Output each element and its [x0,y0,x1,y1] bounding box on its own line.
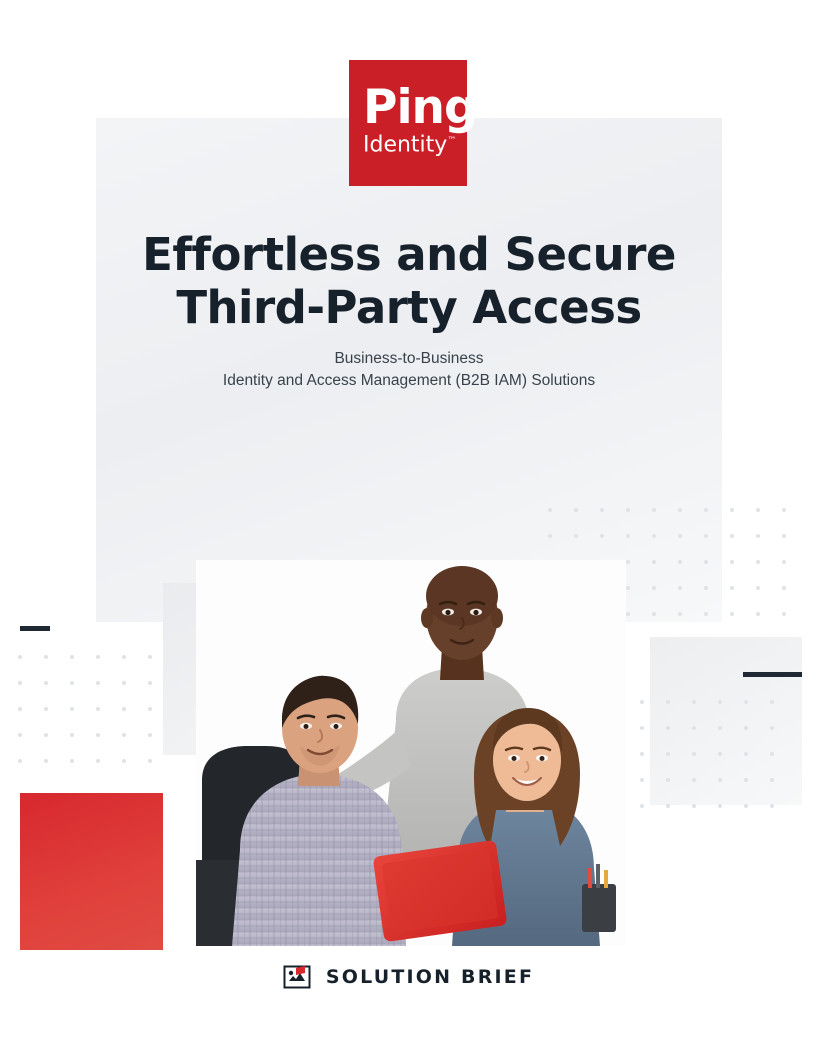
logo-wordmark-ping: Ping [363,79,477,135]
dot [574,534,578,538]
dot [640,804,644,808]
dot [548,534,552,538]
dot [692,804,696,808]
dot [770,726,774,730]
dot [652,586,656,590]
dot [70,759,74,763]
dot [718,752,722,756]
dot [704,612,708,616]
dot [666,700,670,704]
dot [678,612,682,616]
dot [782,586,786,590]
logo-wordmark-identity [363,128,456,158]
dot [148,707,152,711]
dot [744,804,748,808]
dot [718,726,722,730]
dot [122,655,126,659]
dot [640,700,644,704]
dot [652,612,656,616]
dot [96,707,100,711]
dot [600,508,604,512]
dot [626,586,630,590]
dot [574,508,578,512]
footer [0,962,816,992]
dot [756,560,760,564]
dot [18,759,22,763]
dot [666,804,670,808]
dot [730,612,734,616]
dot [730,534,734,538]
dot [18,733,22,737]
dot [96,759,100,763]
dot [678,534,682,538]
footer-label: SOLUTION BRIEF [325,966,535,988]
dot [148,681,152,685]
dot [626,560,630,564]
dot [678,586,682,590]
dot [548,508,552,512]
dot [770,700,774,704]
dot [600,534,604,538]
dot [122,759,126,763]
page-title: Effortless and Secure Third-Party Access [142,228,676,334]
dot [782,508,786,512]
solution-brief-icon [282,962,312,992]
dot [652,560,656,564]
dot [44,707,48,711]
dot [744,752,748,756]
dot-pattern-left [18,655,168,775]
dot [756,508,760,512]
dot [730,560,734,564]
dot [148,655,152,659]
dot [18,707,22,711]
dot [782,560,786,564]
dot [730,586,734,590]
dot [718,804,722,808]
dot [44,681,48,685]
dot [678,508,682,512]
dot [782,612,786,616]
dot [756,612,760,616]
dot [666,726,670,730]
dot [756,534,760,538]
dot [730,508,734,512]
dot [626,612,630,616]
dot [756,586,760,590]
dot [704,586,708,590]
dot [692,778,696,782]
dot [744,726,748,730]
dot [770,752,774,756]
dot [148,759,152,763]
dot [718,778,722,782]
dot [692,726,696,730]
dot [666,778,670,782]
dot [640,752,644,756]
dot [626,508,630,512]
dot [692,752,696,756]
dot [122,707,126,711]
page-subtitle-line1: Business-to-Business [334,350,484,367]
cover-photo [196,560,626,946]
dot-pattern-lower-right [640,700,800,830]
dot [704,534,708,538]
dot [640,778,644,782]
dot [770,804,774,808]
dot [692,700,696,704]
dot [718,700,722,704]
trademark-symbol: ™ [447,135,457,146]
background-dash-right [743,672,802,677]
dot [770,778,774,782]
dot [652,508,656,512]
dot [70,655,74,659]
dot [704,560,708,564]
dot [96,681,100,685]
dot [44,733,48,737]
page-subtitle [96,348,722,392]
dot [744,700,748,704]
dot [44,655,48,659]
dot [744,778,748,782]
dot [666,752,670,756]
background-dash-left [20,626,50,631]
dot [70,681,74,685]
dot [96,733,100,737]
dot [626,534,630,538]
dot [70,707,74,711]
dot [96,655,100,659]
dot [652,534,656,538]
dot [122,733,126,737]
ping-identity-logo [349,60,477,186]
dot [704,508,708,512]
background-red-square [20,793,163,950]
dot [148,733,152,737]
dot [122,681,126,685]
dot [640,726,644,730]
dot [18,655,22,659]
red-tablet [373,840,508,942]
dot [782,534,786,538]
dot [70,733,74,737]
logo-identity-text: Identity [363,132,448,158]
dot [678,560,682,564]
page-subtitle-line2: Identity and Access Management (B2B IAM) Solutions [222,372,596,389]
dot [18,681,22,685]
dot [44,759,48,763]
